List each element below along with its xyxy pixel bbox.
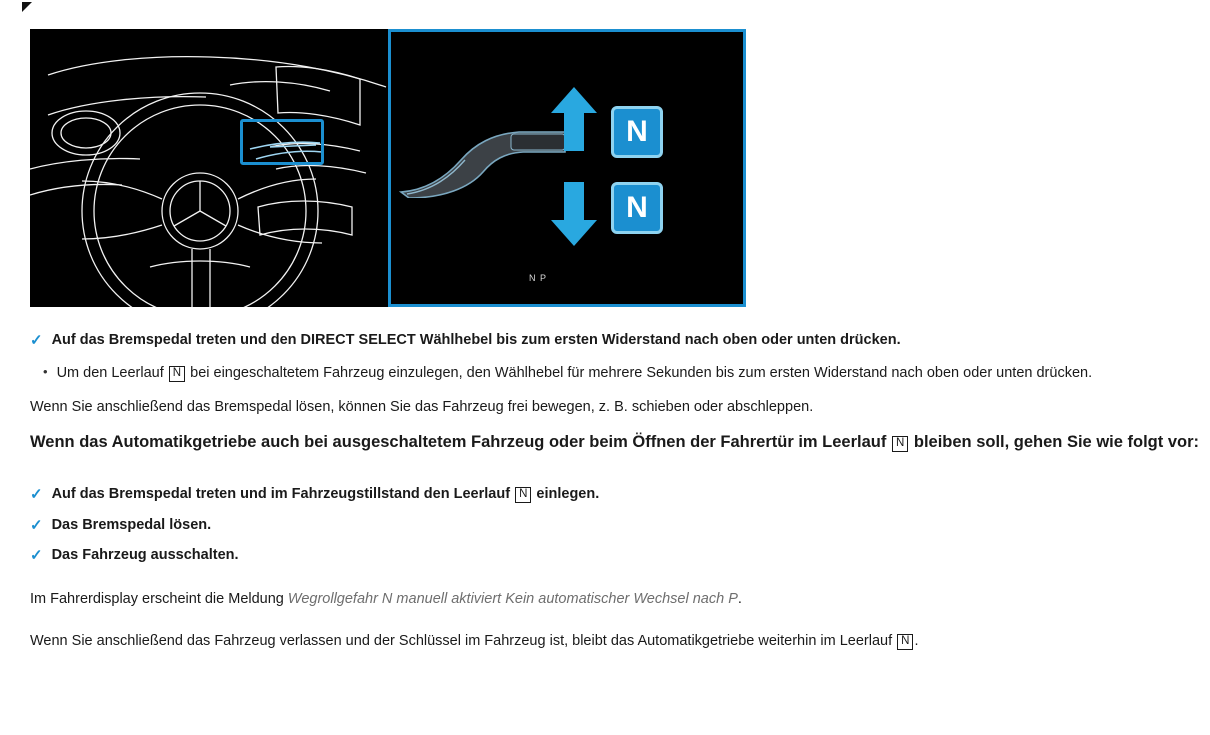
step-text: Das Fahrzeug ausschalten. xyxy=(51,547,239,564)
cockpit-svg xyxy=(30,29,390,307)
lever-position-label: N P xyxy=(529,273,548,283)
page-corner-marker xyxy=(22,2,32,12)
neutral-symbol-icon: N xyxy=(169,366,185,382)
checkmark-icon: ✓ xyxy=(30,485,43,503)
lever-svg xyxy=(399,118,569,198)
step-item xyxy=(30,330,1200,352)
neutral-symbol-icon: N xyxy=(897,634,913,650)
neutral-symbol-icon: N xyxy=(515,487,531,503)
cockpit-line-drawing xyxy=(30,29,390,307)
paragraph-brake-release: Wenn Sie anschließend das Bremspedal lösen, können Sie das Fahrzeug frei bewegen, z. B. schieben oder abschleppen. xyxy=(30,398,814,415)
instruction-content xyxy=(30,330,1200,665)
direct-select-lever-illustration xyxy=(30,29,746,307)
arrow-down-icon xyxy=(551,182,597,246)
checkmark-icon: ✓ xyxy=(30,516,43,534)
neutral-symbol-icon: N xyxy=(892,436,908,452)
lever-detail-view xyxy=(388,29,746,307)
direct-select-lever-graphic xyxy=(399,118,569,283)
list-item xyxy=(43,363,1200,385)
paragraph-key-in-vehicle xyxy=(30,631,1200,653)
neutral-badge-bottom: N xyxy=(611,182,663,234)
step-text-before: Auf das Bremspedal treten und im Fahrzeugstillstand den Leerlauf xyxy=(51,485,511,502)
bullet-text xyxy=(57,363,1093,385)
display-message-text: Wegrollgefahr N manuell aktiviert Kein automatischer Wechsel nach P xyxy=(287,591,738,608)
step-item xyxy=(30,515,1200,537)
heading-text-before: Wenn das Automatikgetriebe auch bei ausgeschaltetem Fahrzeug oder beim Öffnen der Fahrertür im Leerlauf xyxy=(30,433,887,452)
heading-text-after: bleiben soll, gehen Sie wie folgt vor: xyxy=(913,433,1199,452)
lever-highlight-box xyxy=(240,119,324,165)
checkmark-icon: ✓ xyxy=(30,547,43,565)
bullet-text-before: Um den Leerlauf xyxy=(56,364,164,381)
step-text xyxy=(52,484,600,506)
paragraph-text-after: . xyxy=(737,591,742,608)
paragraph-text-after: . xyxy=(914,632,919,649)
paragraph-text-before: Wenn Sie anschließend das Fahrzeug verlassen und der Schlüssel im Fahrzeug ist, bleibt das Automatikgetriebe weiterhin im Leerlauf xyxy=(30,632,893,649)
steps-list xyxy=(30,484,1200,567)
paragraph-display-message xyxy=(30,589,1200,611)
neutral-badge-top: N xyxy=(611,106,663,158)
arrow-up-icon xyxy=(551,87,597,151)
bullet-text-after: bei eingeschaltetem Fahrzeug einzulegen, den Wählhebel für mehrere Sekunden bis zum ersten Widerstand nach oben oder unten drücken. xyxy=(190,364,1093,381)
checkmark-icon: ✓ xyxy=(30,332,43,349)
step-item xyxy=(30,545,1200,567)
step-text: Auf das Bremspedal treten und den DIRECT SELECT Wählhebel bis zum ersten Widerstand nach oben oder unten drücken. xyxy=(51,332,901,348)
step-text-after: einlegen. xyxy=(536,485,600,502)
paragraph-text-before: Im Fahrerdisplay erscheint die Meldung xyxy=(30,591,284,608)
step-item xyxy=(30,484,1200,506)
section-heading xyxy=(30,430,1200,456)
bullet-dot-icon: • xyxy=(43,363,48,379)
step-text: Das Bremspedal lösen. xyxy=(51,516,212,533)
